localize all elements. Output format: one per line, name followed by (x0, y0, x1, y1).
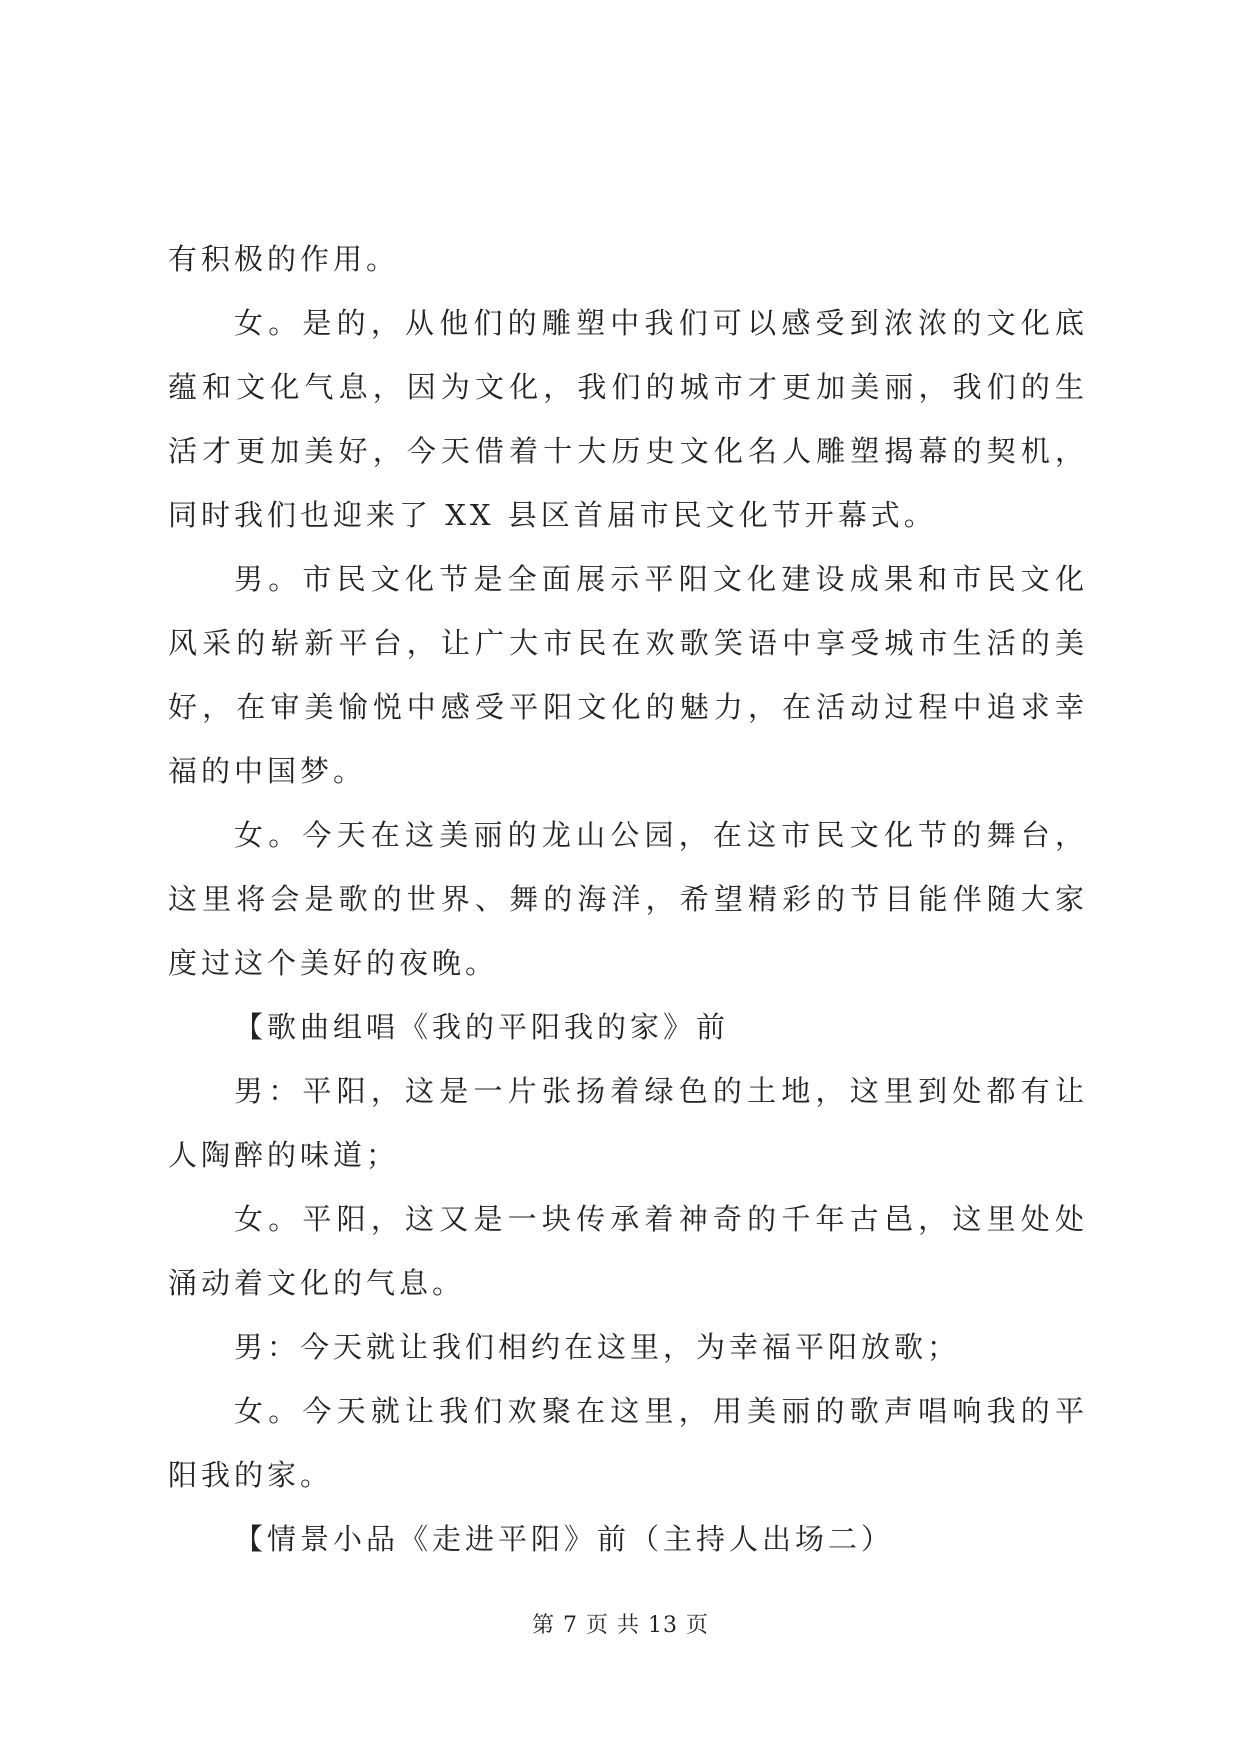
paragraph: 女。今天就让我们欢聚在这里，用美丽的歌声唱响我的平阳我的家。 (168, 1394, 1088, 1492)
document-body (168, 227, 1088, 1571)
section-heading: 【情景小品《走进平阳》前（主持人出场二） (234, 1522, 895, 1556)
paragraph: 男：今天就让我们相约在这里，为幸福平阳放歌； (234, 1330, 961, 1364)
section-heading: 【歌曲组唱《我的平阳我的家》前 (234, 1010, 730, 1044)
paragraph: 男。市民文化节是全面展示平阳文化建设成果和市民文化风采的崭新平台，让广大市民在欢歌笑语中享受城市生活的美好，在审美愉悦中感受平阳文化的魅力，在活动过程中追求幸福的中国梦。 (168, 562, 1088, 788)
paragraph: 有积极的作用。 (168, 242, 400, 276)
paragraph: 女。今天在这美丽的龙山公园，在这市民文化节的舞台，这里将会是歌的世界、舞的海洋，希望精彩的节目能伴随大家度过这个美好的夜晚。 (168, 818, 1088, 980)
paragraph: 女。平阳，这又是一块传承着神奇的千年古邑，这里处处涌动着文化的气息。 (168, 1202, 1088, 1300)
paragraph: 女。是的，从他们的雕塑中我们可以感受到浓浓的文化底蕴和文化气息，因为文化，我们的城市才更加美丽，我们的生活才更加美好，今天借着十大历史文化名人雕塑揭幕的契机，同时我们也迎来了 XX 县区首届市民文化节开幕式。 (168, 306, 1088, 532)
page-number-footer: 第 7 页 共 13 页 (532, 1613, 709, 1638)
paragraph: 男：平阳，这是一片张扬着绿色的土地，这里到处都有让人陶醉的味道； (168, 1074, 1088, 1172)
